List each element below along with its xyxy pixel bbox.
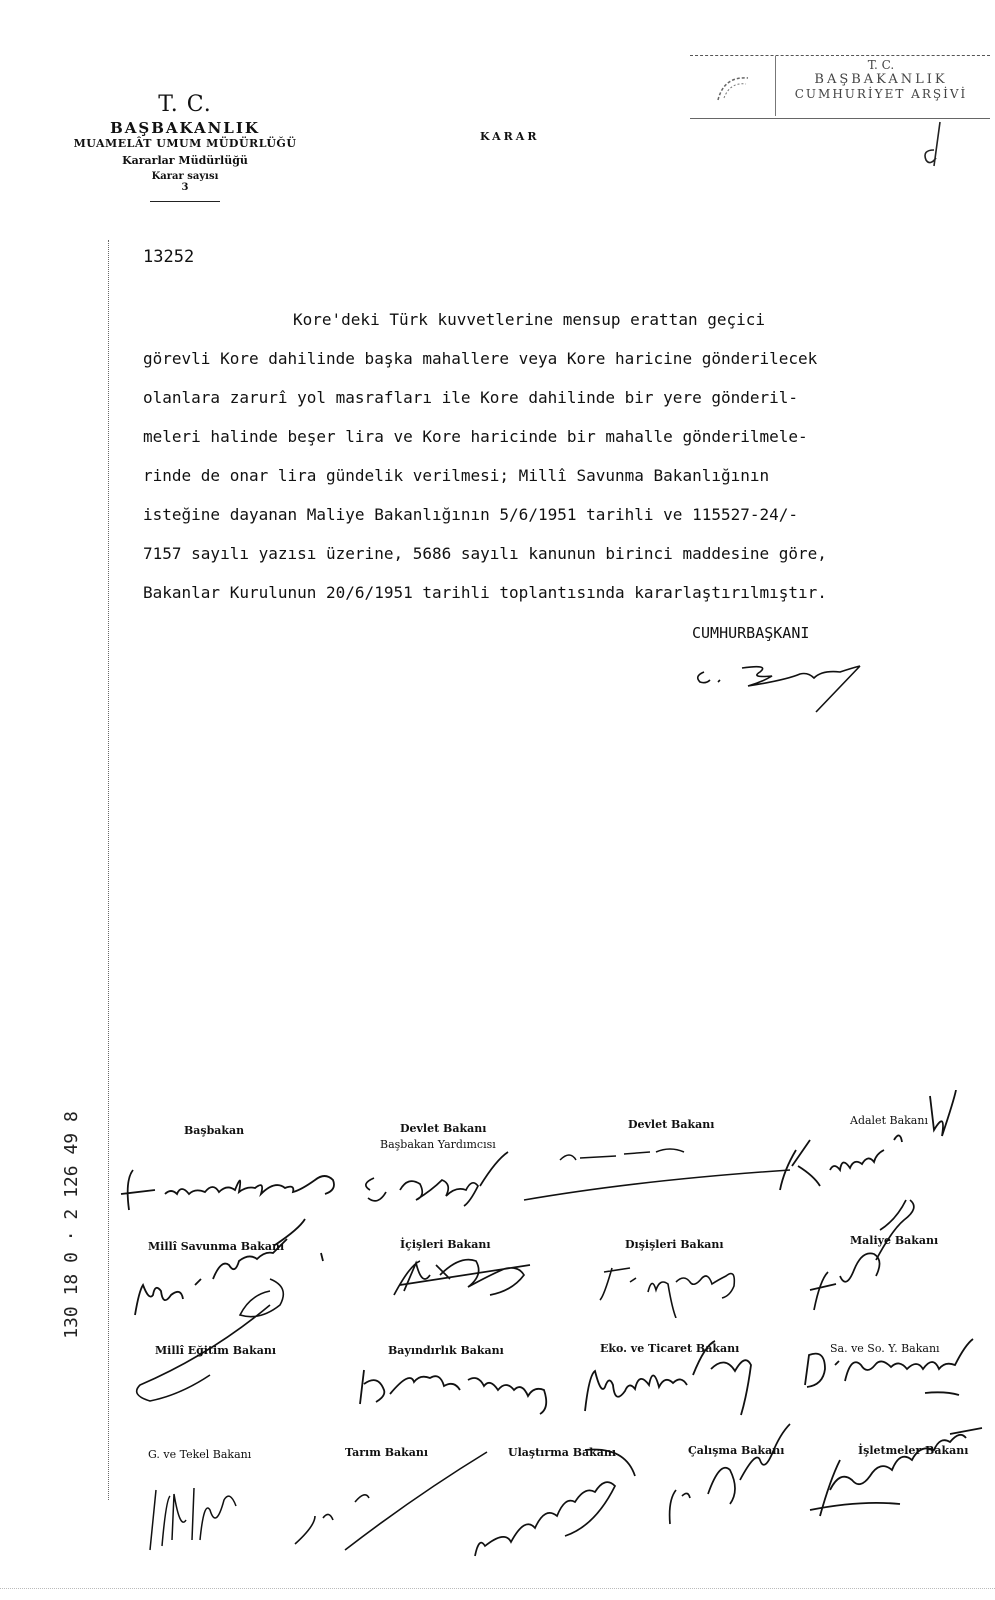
minister-title-devlet-1: Devlet Bakanı [400,1122,487,1135]
letterhead-muamelat: MUAMELÂT UMUM MÜDÜRLÜĞÜ [73,137,297,150]
minister-title-eko-ticaret: Eko. ve Ticaret Bakanı [600,1342,740,1355]
signature-devlet-1 [360,1150,520,1220]
minister-title-gumruk-tekel: G. ve Tekel Bakanı [148,1448,252,1461]
stamp-text-box [775,56,986,116]
minister-title-calisma: Çalışma Bakanı [688,1444,785,1457]
signature-tarim [275,1446,495,1556]
stamp-cumhuriyet-arsivi: CUMHURİYET ARŞİVİ [794,87,968,101]
minister-title-ulastirma: Ulaştırma Bakanı [508,1446,617,1459]
archive-stamp [690,55,990,119]
handwritten-mark-icon [920,120,950,170]
stamp-tc: T. C. [867,58,895,72]
archive-number-text: 130 18 0 · 2 126 49 8 [61,1111,82,1339]
minister-title-adalet: Adalet Bakanı [850,1114,928,1127]
signature-isletmeler [800,1420,990,1520]
body-line: olanlara zarurî yol masrafları ile Kore dahilinde bir yere gönderil- [143,388,799,407]
minister-title-isletmeler: İşletmeler Bakanı [858,1444,969,1457]
crescent-emblem-icon [710,68,760,108]
minister-title-tarim: Tarım Bakanı [345,1446,429,1459]
body-line: Kore'deki Türk kuvvetlerine mensup erattan geçici [293,310,766,329]
letterhead-basbakanlik: BAŞBAKANLIK [110,119,260,137]
minister-title-milli-egitim: Millî Eğitim Bakanı [155,1344,277,1357]
signature-devlet-2 [520,1130,800,1210]
signature-ulastirma [465,1446,645,1566]
document-number: 13252 [143,247,195,267]
signature-calisma [660,1420,800,1530]
letterhead-kararlar: Kararlar Müdürlüğü [122,154,248,167]
karar-sayisi-value: 3 [181,182,189,193]
body-line: meleri halinde beşer lira ve Kore haricinde bir mahalle gönderilmele- [143,427,808,446]
body-line: görevli Kore dahilinde başka mahallere veya Kore haricine gönderilecek [143,349,818,368]
body-line: isteğine dayanan Maliye Bakanlığının 5/6/1951 tarihli ve 115527-24/- [143,505,799,524]
letterhead [40,92,330,202]
bottom-scan-edge [0,1588,995,1589]
signature-maliye [800,1180,940,1320]
signature-gumruk-tekel [140,1470,260,1560]
minister-title-saglik: Sa. ve So. Y. Bakanı [830,1342,940,1355]
president-signature [690,650,890,720]
archive-reference-number [52,1010,102,1440]
letterhead-tc: T. C. [158,92,212,117]
president-title: CUMHURBAŞKANI [692,624,810,642]
margin-dotted-line [108,240,109,1500]
minister-title-basbakan: Başbakan [184,1124,245,1137]
signature-saglik [795,1335,985,1405]
minister-title-disisleri: Dışişleri Bakanı [625,1238,724,1251]
minister-title-milli-savunma: Millî Savunma Bakanı [148,1240,285,1253]
signature-basbakan [115,1150,355,1220]
minister-title-maliye: Maliye Bakanı [850,1234,939,1247]
decree-body [143,300,991,612]
stamp-basbakanlik: BAŞBAKANLIK [814,72,948,87]
body-line: 7157 sayılı yazısı üzerine, 5686 sayılı kanunun birinci maddesine göre, [143,544,827,563]
body-line: Bakanlar Kurulunun 20/6/1951 tarihli toplantısında kararlaştırılmıştır. [143,583,827,602]
signature-disisleri [590,1248,760,1318]
karar-heading: KARAR [480,130,540,143]
body-line: rinde de onar lira gündelik verilmesi; Millî Savunma Bakanlığının [143,466,770,485]
signature-eko-ticaret [575,1335,785,1425]
minister-title-bayindirlik: Bayındırlık Bakanı [388,1344,504,1357]
minister-subtitle-basbakan-yardimcisi: Başbakan Yardımcısı [380,1138,496,1151]
archive-number-vertical [52,1010,102,1440]
karar-sayisi-label: Karar sayısı [151,171,219,182]
letterhead-rule [150,201,220,202]
minister-title-icisleri: İçişleri Bakanı [400,1238,491,1251]
minister-title-devlet-2: Devlet Bakanı [628,1118,715,1131]
signature-milli-egitim [120,1275,300,1415]
signature-icisleri [380,1235,550,1315]
signature-bayindirlik [350,1350,560,1420]
